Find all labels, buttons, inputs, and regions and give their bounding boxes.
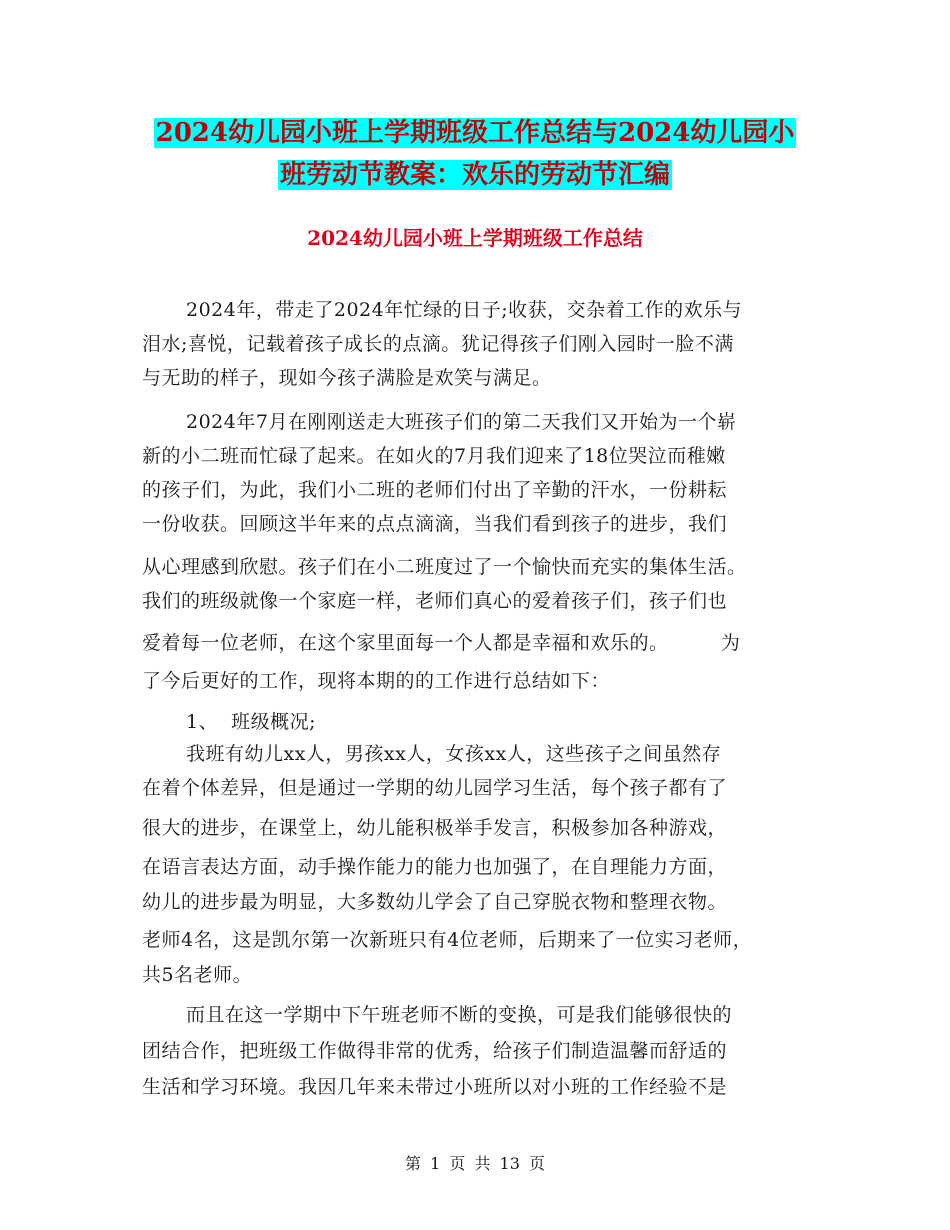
body-line: 我们的班级就像一个家庭一样，老师们真心的爱着孩子们，孩子们也 [142, 590, 728, 612]
main-title [0, 112, 950, 196]
body-line: 新的小二班而忙碌了起来。在如火的7月我们迎来了18位哭泣而稚嫩 [142, 445, 726, 467]
body-line: 团结合作，把班级工作做得非常的优秀，给孩子们制造温馨而舒适的 [142, 1040, 728, 1062]
body-line: 爱着每一位老师，在这个家里面每一个人都是幸福和欢乐的。 为 [142, 632, 741, 654]
main-title-line-1: 2024幼儿园小班上学期班级工作总结与2024幼儿园小 [155, 118, 795, 148]
page-footer: 第 1 页 共 13 页 [405, 1154, 545, 1173]
main-title-line-2: 班劳动节教案：欢乐的劳动节汇编 [279, 160, 670, 190]
body-line: 的孩子们，为此，我们小二班的老师们付出了辛勤的汗水，一份耕耘 [142, 479, 728, 501]
body-line: 从心理感到欣慰。孩子们在小二班度过了一个愉快而充实的集体生活。 [142, 556, 747, 578]
body-line: 幼儿的进步最为明显，大多数幼儿学会了自己穿脱衣物和整理衣物。 [142, 891, 728, 913]
body-line: 老师4名，这是凯尔第一次新班只有4位老师，后期来了一位实习老师， [142, 929, 753, 951]
body-line: 了今后更好的工作，现将本期的的工作进行总结如下： [142, 670, 611, 692]
body-line: 很大的进步，在课堂上，幼儿能积极举手发言，积极参加各种游戏， [142, 817, 728, 839]
section-title: 2024幼儿园小班上学期班级工作总结 [307, 226, 643, 250]
body-line: 与无助的样子，现如今孩子满脸是欢笑与满足。 [142, 367, 552, 389]
body-line: 2024年7月在刚刚送走大班孩子们的第二天我们又开始为一个崭 [186, 411, 737, 433]
body-line: 生活和学习环境。我因几年来未带过小班所以对小班的工作经验不是 [142, 1076, 728, 1098]
list-item-heading: 1、 班级概况; [186, 711, 317, 733]
body-line: 我班有幼儿xx人，男孩xx人，女孩xx人，这些孩子之间虽然存 [186, 743, 722, 765]
body-line: 在着个体差异，但是通过一学期的幼儿园学习生活，每个孩子都有了 [142, 777, 728, 799]
body-line: 一份收获。回顾这半年来的点点滴滴，当我们看到孩子的进步，我们 [142, 513, 728, 535]
body-line: 2024年，带走了2024年忙绿的日子;收获，交杂着工作的欢乐与 [186, 299, 743, 321]
body-line: 在语言表达方面，动手操作能力的能力也加强了，在自理能力方面， [142, 856, 728, 878]
body-line: 泪水;喜悦，记载着孩子成长的点滴。犹记得孩子们刚入园时一脸不满 [142, 333, 734, 355]
body-line: 而且在这一学期中下午班老师不断的变换，可是我们能够很快的 [186, 1004, 733, 1026]
body-line: 共5名老师。 [142, 964, 253, 986]
